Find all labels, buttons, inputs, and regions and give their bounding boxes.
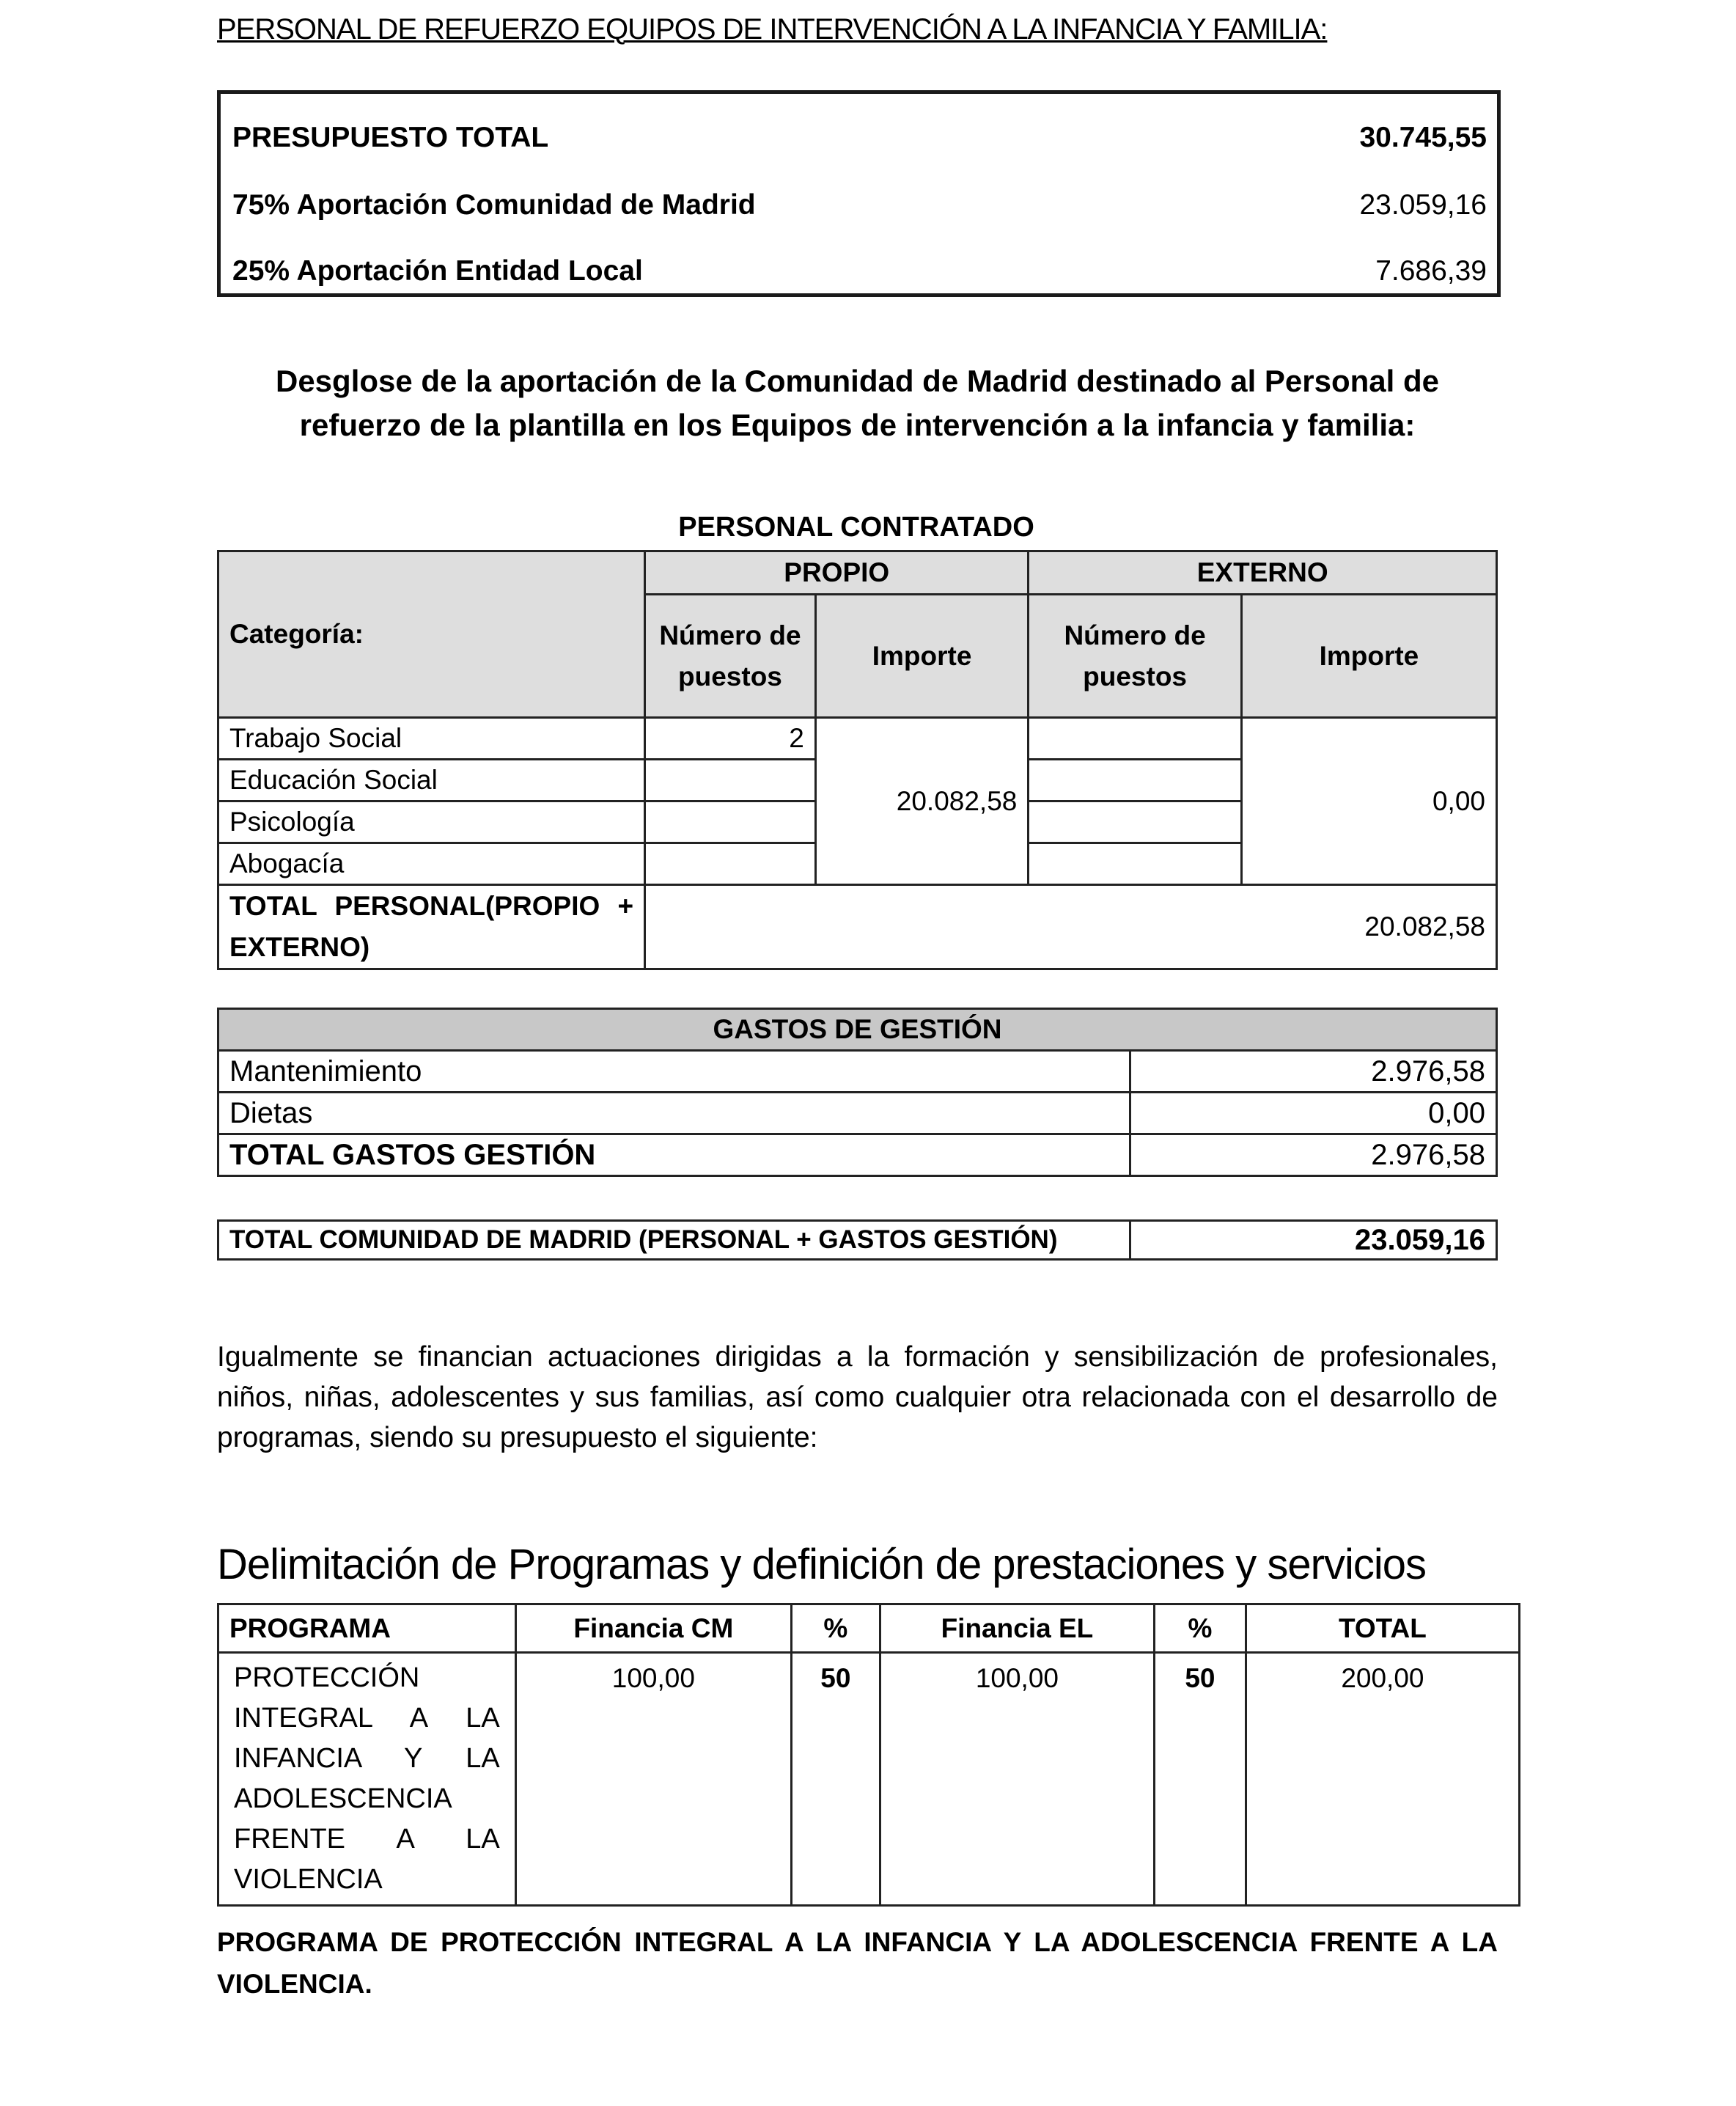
header-pct-cm: %: [791, 1604, 880, 1653]
header-propio: PROPIO: [645, 551, 1029, 595]
header-financia-el: Financia EL: [880, 1604, 1154, 1653]
budget-row-cm: [232, 189, 1487, 221]
gastos-value: 2.976,58: [1130, 1051, 1496, 1093]
header-num-externo: Número de puestos: [1029, 595, 1241, 718]
categoria-cell: Educación Social: [218, 760, 645, 801]
importe-propio-cell: 20.082,58: [815, 718, 1029, 885]
total-cm-table: [217, 1219, 1498, 1261]
total-cm-label: TOTAL COMUNIDAD DE MADRID (PERSONAL + GASTOS GESTIÓN): [218, 1221, 1130, 1260]
header-externo: EXTERNO: [1029, 551, 1497, 595]
budget-row-total: [232, 122, 1487, 154]
gastos-header: GASTOS DE GESTIÓN: [218, 1009, 1497, 1051]
desglose-line-1: Desglose de la aportación de la Comunidad de Madrid destinado al Personal de: [275, 364, 1440, 398]
gastos-total-row: [218, 1134, 1497, 1176]
gastos-table: [217, 1008, 1498, 1177]
financia-cm-cell: 100,00: [515, 1653, 791, 1906]
total-personal-label: TOTAL PERSONAL(PROPIO + EXTERNO): [218, 885, 645, 969]
budget-value: 30.745,55: [1359, 122, 1487, 153]
total-cm-value: 23.059,16: [1130, 1221, 1496, 1260]
financing-paragraph: Igualmente se financian actuaciones dirigidas a la formación y sensibilización de profesionales, niños, niñas, adolescentes y sus familias, así como cualquier otra relacionada con el desarrollo de programas, siendo su presupuesto el siguiente:: [217, 1341, 1498, 1453]
num-externo-cell: [1029, 760, 1241, 801]
budget-row-el: [232, 255, 1487, 287]
header-importe-propio: Importe: [815, 595, 1029, 718]
pct-el-cell: 50: [1155, 1653, 1246, 1906]
programs-table: [217, 1603, 1520, 1907]
header-total: TOTAL: [1246, 1604, 1519, 1653]
gastos-value: 0,00: [1130, 1093, 1496, 1134]
categoria-cell: Abogacía: [218, 843, 645, 885]
budget-label: 75% Aportación Comunidad de Madrid: [232, 189, 756, 221]
header-programa: PROGRAMA: [218, 1604, 516, 1653]
program-section-heading: PROGRAMA DE PROTECCIÓN INTEGRAL A LA INFANCIA Y LA ADOLESCENCIA FRENTE A LA VIOLENCIA.: [217, 1927, 1498, 1999]
desglose-line-2: refuerzo de la plantilla en los Equipos de intervención a la infancia y familia:: [299, 408, 1416, 442]
page-title: PERSONAL DE REFUERZO EQUIPOS DE INTERVENCIÓN A LA INFANCIA Y FAMILIA:: [217, 13, 1328, 45]
num-propio-cell: [645, 760, 816, 801]
num-externo-cell: [1029, 718, 1241, 760]
pct-cm-cell: 50: [791, 1653, 880, 1906]
num-propio-cell: [645, 801, 816, 843]
gastos-total-value: 2.976,58: [1130, 1134, 1496, 1176]
header-pct-el: %: [1155, 1604, 1246, 1653]
gastos-label: Mantenimiento: [218, 1051, 1130, 1093]
total-cell: 200,00: [1246, 1653, 1519, 1906]
categoria-cell: Trabajo Social: [218, 718, 645, 760]
gastos-total-label: TOTAL GASTOS GESTIÓN: [218, 1134, 1130, 1176]
num-externo-cell: [1029, 843, 1241, 885]
importe-externo-cell: 0,00: [1241, 718, 1496, 885]
num-propio-cell: [645, 843, 816, 885]
programa-cell: PROTECCIÓN INTEGRAL A LA INFANCIA Y LA ADOLESCENCIA FRENTE A LA VIOLENCIA: [218, 1653, 516, 1906]
table-row: [218, 1093, 1497, 1134]
budget-label: PRESUPUESTO TOTAL: [232, 122, 549, 153]
delimitacion-heading: Delimitación de Programas y definición de prestaciones y servicios: [217, 1541, 1426, 1588]
gastos-label: Dietas: [218, 1093, 1130, 1134]
budget-summary-box: [217, 90, 1501, 297]
budget-value: 23.059,16: [1359, 189, 1487, 221]
header-num-propio: Número de puestos: [645, 595, 816, 718]
categoria-cell: Psicología: [218, 801, 645, 843]
table-row: [218, 1653, 1520, 1906]
num-externo-cell: [1029, 801, 1241, 843]
desglose-heading: [217, 359, 1498, 447]
budget-label: 25% Aportación Entidad Local: [232, 255, 643, 287]
personal-contratado-caption: PERSONAL CONTRATADO: [678, 512, 1034, 543]
header-importe-externo: Importe: [1241, 595, 1496, 718]
header-financia-cm: Financia CM: [515, 1604, 791, 1653]
num-propio-cell: 2: [645, 718, 816, 760]
total-personal-row: [218, 885, 1497, 969]
total-personal-value: 20.082,58: [645, 885, 1497, 969]
budget-value: 7.686,39: [1375, 255, 1487, 287]
table-row: [218, 718, 1497, 760]
header-categoria: Categoría:: [218, 551, 645, 718]
financia-el-cell: 100,00: [880, 1653, 1154, 1906]
personal-table: [217, 550, 1498, 970]
table-row: [218, 1051, 1497, 1093]
